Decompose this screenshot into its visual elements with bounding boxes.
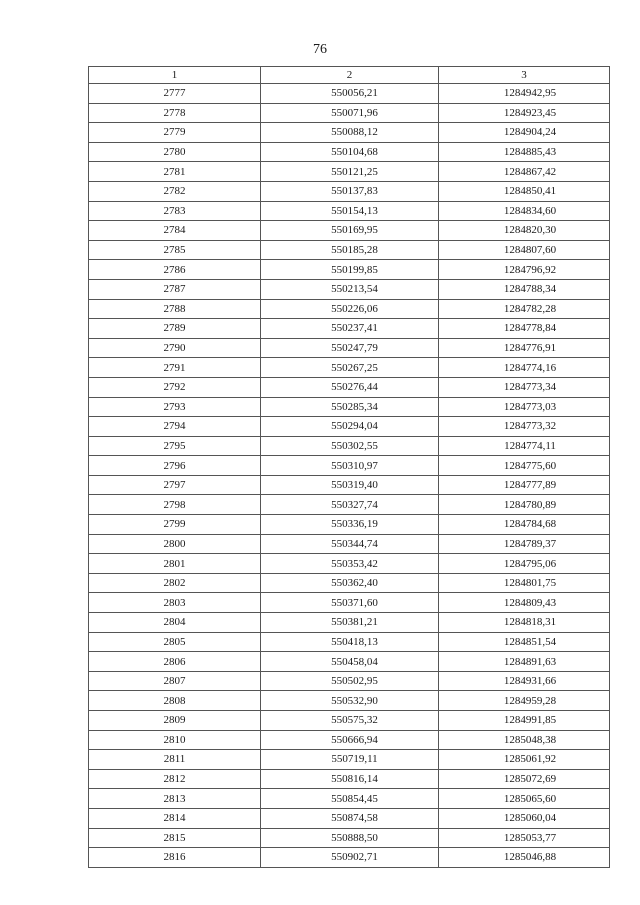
- table-row: [89, 181, 610, 201]
- x-coordinate-cell: 550362,40: [261, 573, 439, 593]
- x-coordinate-cell: 550247,79: [261, 338, 439, 358]
- x-coordinate-cell: 550088,12: [261, 123, 439, 143]
- point-number-cell: 2808: [89, 691, 261, 711]
- table-row: [89, 769, 610, 789]
- table-row: [89, 319, 610, 339]
- point-number-cell: 2781: [89, 162, 261, 182]
- x-coordinate-cell: 550854,45: [261, 789, 439, 809]
- y-coordinate-cell: 1284789,37: [439, 534, 610, 554]
- y-coordinate-cell: 1285065,60: [439, 789, 610, 809]
- point-number-cell: 2809: [89, 711, 261, 731]
- y-coordinate-cell: 1284795,06: [439, 554, 610, 574]
- table-row: [89, 515, 610, 535]
- table-row: [89, 495, 610, 515]
- point-number-cell: 2777: [89, 84, 261, 104]
- y-coordinate-cell: 1284788,34: [439, 279, 610, 299]
- point-number-cell: 2805: [89, 632, 261, 652]
- x-coordinate-cell: 550371,60: [261, 593, 439, 613]
- x-coordinate-cell: 550874,58: [261, 808, 439, 828]
- y-coordinate-cell: 1284780,89: [439, 495, 610, 515]
- x-coordinate-cell: 550302,55: [261, 436, 439, 456]
- table-row: [89, 671, 610, 691]
- y-coordinate-cell: 1284807,60: [439, 240, 610, 260]
- table-row: [89, 828, 610, 848]
- y-coordinate-cell: 1284885,43: [439, 142, 610, 162]
- x-coordinate-cell: 550213,54: [261, 279, 439, 299]
- table-row: [89, 848, 610, 868]
- x-coordinate-cell: 550276,44: [261, 377, 439, 397]
- point-number-cell: 2814: [89, 808, 261, 828]
- y-coordinate-cell: 1284784,68: [439, 515, 610, 535]
- y-coordinate-cell: 1284773,32: [439, 417, 610, 437]
- y-coordinate-cell: 1284942,95: [439, 84, 610, 104]
- x-coordinate-cell: 550267,25: [261, 358, 439, 378]
- x-coordinate-cell: 550185,28: [261, 240, 439, 260]
- x-coordinate-cell: 550418,13: [261, 632, 439, 652]
- y-coordinate-cell: 1284778,84: [439, 319, 610, 339]
- point-number-cell: 2795: [89, 436, 261, 456]
- point-number-cell: 2780: [89, 142, 261, 162]
- y-coordinate-cell: 1284850,41: [439, 181, 610, 201]
- y-coordinate-cell: 1284773,34: [439, 377, 610, 397]
- x-coordinate-cell: 550104,68: [261, 142, 439, 162]
- y-coordinate-cell: 1284851,54: [439, 632, 610, 652]
- coordinates-table: [88, 66, 610, 868]
- point-number-cell: 2779: [89, 123, 261, 143]
- table-row: [89, 240, 610, 260]
- y-coordinate-cell: 1284775,60: [439, 456, 610, 476]
- point-number-cell: 2786: [89, 260, 261, 280]
- y-coordinate-cell: 1284782,28: [439, 299, 610, 319]
- table-row: [89, 84, 610, 104]
- point-number-cell: 2791: [89, 358, 261, 378]
- table-row: [89, 162, 610, 182]
- x-coordinate-cell: 550199,85: [261, 260, 439, 280]
- column-header-3: 3: [439, 67, 610, 84]
- x-coordinate-cell: 550169,95: [261, 221, 439, 241]
- point-number-cell: 2792: [89, 377, 261, 397]
- x-coordinate-cell: 550319,40: [261, 475, 439, 495]
- y-coordinate-cell: 1284931,66: [439, 671, 610, 691]
- point-number-cell: 2803: [89, 593, 261, 613]
- table-row: [89, 554, 610, 574]
- table-row: [89, 103, 610, 123]
- table-row: [89, 750, 610, 770]
- y-coordinate-cell: 1284834,60: [439, 201, 610, 221]
- y-coordinate-cell: 1284991,85: [439, 711, 610, 731]
- table-header-row: [89, 67, 610, 84]
- x-coordinate-cell: 550137,83: [261, 181, 439, 201]
- x-coordinate-cell: 550285,34: [261, 397, 439, 417]
- y-coordinate-cell: 1285048,38: [439, 730, 610, 750]
- table-row: [89, 436, 610, 456]
- table-row: [89, 573, 610, 593]
- x-coordinate-cell: 550336,19: [261, 515, 439, 535]
- y-coordinate-cell: 1284796,92: [439, 260, 610, 280]
- y-coordinate-cell: 1284777,89: [439, 475, 610, 495]
- x-coordinate-cell: 550226,06: [261, 299, 439, 319]
- y-coordinate-cell: 1284809,43: [439, 593, 610, 613]
- x-coordinate-cell: 550294,04: [261, 417, 439, 437]
- table-row: [89, 730, 610, 750]
- x-coordinate-cell: 550327,74: [261, 495, 439, 515]
- x-coordinate-cell: 550237,41: [261, 319, 439, 339]
- y-coordinate-cell: 1285053,77: [439, 828, 610, 848]
- table-row: [89, 456, 610, 476]
- table-row: [89, 632, 610, 652]
- point-number-cell: 2796: [89, 456, 261, 476]
- table-row: [89, 475, 610, 495]
- point-number-cell: 2794: [89, 417, 261, 437]
- y-coordinate-cell: 1284820,30: [439, 221, 610, 241]
- table-row: [89, 613, 610, 633]
- x-coordinate-cell: 550816,14: [261, 769, 439, 789]
- table-row: [89, 417, 610, 437]
- table-row: [89, 358, 610, 378]
- point-number-cell: 2815: [89, 828, 261, 848]
- point-number-cell: 2810: [89, 730, 261, 750]
- table-row: [89, 808, 610, 828]
- y-coordinate-cell: 1285072,69: [439, 769, 610, 789]
- y-coordinate-cell: 1284891,63: [439, 652, 610, 672]
- y-coordinate-cell: 1285061,92: [439, 750, 610, 770]
- x-coordinate-cell: 550344,74: [261, 534, 439, 554]
- table-row: [89, 652, 610, 672]
- table-row: [89, 260, 610, 280]
- y-coordinate-cell: 1284818,31: [439, 613, 610, 633]
- x-coordinate-cell: 550719,11: [261, 750, 439, 770]
- x-coordinate-cell: 550902,71: [261, 848, 439, 868]
- table-row: [89, 593, 610, 613]
- point-number-cell: 2787: [89, 279, 261, 299]
- x-coordinate-cell: 550121,25: [261, 162, 439, 182]
- x-coordinate-cell: 550353,42: [261, 554, 439, 574]
- point-number-cell: 2816: [89, 848, 261, 868]
- y-coordinate-cell: 1284867,42: [439, 162, 610, 182]
- y-coordinate-cell: 1284774,16: [439, 358, 610, 378]
- point-number-cell: 2798: [89, 495, 261, 515]
- y-coordinate-cell: 1285060,04: [439, 808, 610, 828]
- x-coordinate-cell: 550381,21: [261, 613, 439, 633]
- column-header-1: 1: [89, 67, 261, 84]
- x-coordinate-cell: 550458,04: [261, 652, 439, 672]
- table-row: [89, 279, 610, 299]
- y-coordinate-cell: 1284923,45: [439, 103, 610, 123]
- x-coordinate-cell: 550154,13: [261, 201, 439, 221]
- table-row: [89, 711, 610, 731]
- table-row: [89, 142, 610, 162]
- point-number-cell: 2812: [89, 769, 261, 789]
- x-coordinate-cell: 550056,21: [261, 84, 439, 104]
- point-number-cell: 2783: [89, 201, 261, 221]
- point-number-cell: 2800: [89, 534, 261, 554]
- table-row: [89, 534, 610, 554]
- table-row: [89, 299, 610, 319]
- table-row: [89, 123, 610, 143]
- y-coordinate-cell: 1285046,88: [439, 848, 610, 868]
- y-coordinate-cell: 1284774,11: [439, 436, 610, 456]
- y-coordinate-cell: 1284904,24: [439, 123, 610, 143]
- y-coordinate-cell: 1284801,75: [439, 573, 610, 593]
- table-row: [89, 691, 610, 711]
- x-coordinate-cell: 550310,97: [261, 456, 439, 476]
- table-row: [89, 377, 610, 397]
- x-coordinate-cell: 550532,90: [261, 691, 439, 711]
- x-coordinate-cell: 550666,94: [261, 730, 439, 750]
- point-number-cell: 2801: [89, 554, 261, 574]
- point-number-cell: 2785: [89, 240, 261, 260]
- y-coordinate-cell: 1284773,03: [439, 397, 610, 417]
- table-row: [89, 397, 610, 417]
- x-coordinate-cell: 550071,96: [261, 103, 439, 123]
- point-number-cell: 2790: [89, 338, 261, 358]
- point-number-cell: 2813: [89, 789, 261, 809]
- point-number-cell: 2788: [89, 299, 261, 319]
- point-number-cell: 2799: [89, 515, 261, 535]
- point-number-cell: 2802: [89, 573, 261, 593]
- y-coordinate-cell: 1284959,28: [439, 691, 610, 711]
- point-number-cell: 2778: [89, 103, 261, 123]
- column-header-2: 2: [261, 67, 439, 84]
- table-row: [89, 338, 610, 358]
- y-coordinate-cell: 1284776,91: [439, 338, 610, 358]
- x-coordinate-cell: 550502,95: [261, 671, 439, 691]
- point-number-cell: 2793: [89, 397, 261, 417]
- x-coordinate-cell: 550888,50: [261, 828, 439, 848]
- point-number-cell: 2784: [89, 221, 261, 241]
- point-number-cell: 2804: [89, 613, 261, 633]
- table-body: [89, 84, 610, 868]
- page-number: 76: [313, 42, 327, 57]
- table-row: [89, 201, 610, 221]
- point-number-cell: 2811: [89, 750, 261, 770]
- x-coordinate-cell: 550575,32: [261, 711, 439, 731]
- point-number-cell: 2807: [89, 671, 261, 691]
- point-number-cell: 2789: [89, 319, 261, 339]
- point-number-cell: 2806: [89, 652, 261, 672]
- point-number-cell: 2797: [89, 475, 261, 495]
- table-row: [89, 221, 610, 241]
- point-number-cell: 2782: [89, 181, 261, 201]
- table-row: [89, 789, 610, 809]
